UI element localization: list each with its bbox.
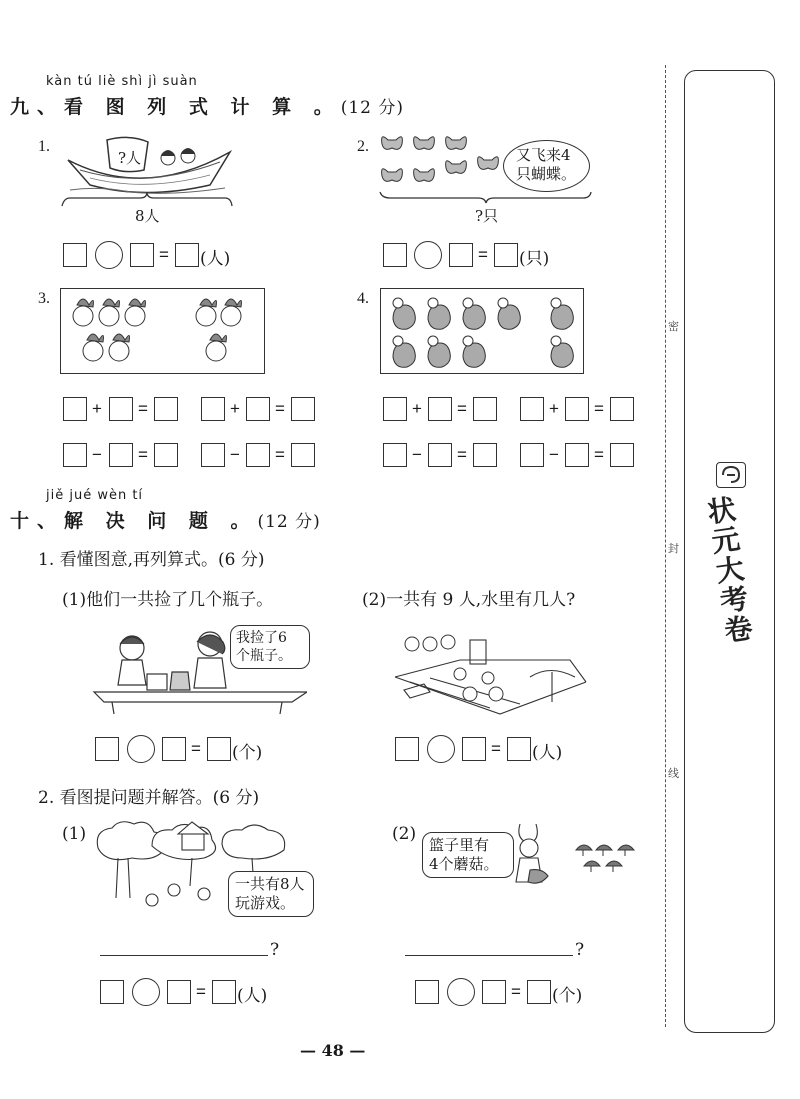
hens-illustration — [381, 289, 582, 372]
answer-box[interactable] — [246, 443, 270, 467]
bubble-line-1: 我捡了6 — [236, 630, 287, 646]
speech-bubble — [228, 871, 314, 917]
bubble-line-2: 只蝴蝶。 — [516, 165, 577, 183]
answer-box[interactable] — [212, 980, 236, 1004]
answer-box[interactable] — [130, 243, 154, 267]
bubble-line-2: 个瓶子。 — [236, 648, 292, 664]
equals-sign: = — [594, 399, 604, 418]
answer-box[interactable] — [507, 737, 531, 761]
answer-box[interactable] — [201, 397, 225, 421]
problem-1-number: 1. — [38, 138, 50, 155]
q2-sub1-label: (1) — [62, 824, 87, 844]
q1-sub1-label: (1)他们一共捡了几个瓶子。 — [62, 590, 274, 610]
rabbit-mushrooms-illustration — [512, 820, 647, 892]
butterflies-illustration — [378, 132, 503, 197]
answer-box[interactable] — [520, 443, 544, 467]
unit-label: (个) — [552, 986, 583, 1006]
section10-points: (12 分) — [257, 512, 321, 532]
q1-heading: 1. 看懂图意,再列算式。(6 分) — [38, 550, 265, 570]
answer-box[interactable] — [167, 980, 191, 1004]
equals-sign: = — [275, 399, 285, 418]
answer-box[interactable] — [527, 980, 551, 1004]
equals-sign: = — [159, 245, 169, 264]
radish-frame — [60, 288, 265, 374]
answer-box[interactable] — [494, 243, 518, 267]
hen-frame — [380, 288, 584, 374]
bubble-line-2: 玩游戏。 — [235, 894, 296, 912]
section9-pinyin: kàn tú liè shì jì suàn — [46, 74, 198, 89]
section10-pinyin: jiě jué wèn tí — [46, 488, 144, 503]
answer-box[interactable] — [462, 737, 486, 761]
question-mark: ? — [575, 940, 585, 960]
answer-box[interactable] — [154, 397, 178, 421]
equals-sign: = — [196, 982, 206, 1001]
bubble-line-1: 篮子里有 — [429, 836, 490, 854]
answer-box[interactable] — [162, 737, 186, 761]
unit-label: (人) — [237, 986, 268, 1006]
plus-sign: + — [549, 399, 559, 418]
speech-bubble — [503, 140, 590, 192]
operator-circle[interactable] — [132, 978, 160, 1006]
answer-box[interactable] — [100, 980, 124, 1004]
bubble-line-1: 一共有8人 — [235, 875, 305, 893]
answer-box[interactable] — [428, 443, 452, 467]
operator-circle[interactable] — [447, 978, 475, 1006]
q1-sub2-label: (2)一共有 9 人,水里有几人? — [362, 590, 576, 610]
page-number: — 48 — — [300, 1041, 366, 1060]
answer-box[interactable] — [383, 443, 407, 467]
answer-box[interactable] — [473, 397, 497, 421]
bubble-line-1: 又飞来4 — [516, 146, 571, 164]
plus-sign: + — [230, 399, 240, 418]
brand-name: 状元大考卷 — [701, 493, 756, 647]
answer-box[interactable] — [565, 397, 589, 421]
brand-logo-icon — [716, 462, 746, 488]
binding-mark-mi: 密 — [668, 320, 679, 333]
plus-sign: + — [92, 399, 102, 418]
problem-2-brace-label: ?只 — [475, 207, 499, 225]
section10-title — [10, 506, 321, 533]
answer-box[interactable] — [63, 243, 87, 267]
equals-sign: = — [491, 739, 501, 758]
section9-points: (12 分) — [340, 98, 405, 118]
answer-box[interactable] — [415, 980, 439, 1004]
bubble-line-2: 4个蘑菇。 — [429, 855, 499, 873]
unit-label: (个) — [232, 743, 263, 763]
operator-circle[interactable] — [95, 241, 123, 269]
answer-box[interactable] — [109, 397, 133, 421]
radishes-illustration — [61, 289, 263, 372]
equals-sign: = — [511, 982, 521, 1001]
problem-2-number: 2. — [357, 138, 369, 155]
equals-sign: = — [478, 245, 488, 264]
minus-sign: − — [412, 445, 422, 464]
section9-title-text: 九、看 图 列 式 计 算 。 — [10, 96, 341, 118]
equals-sign: = — [457, 445, 467, 464]
answer-box[interactable] — [473, 443, 497, 467]
answer-box[interactable] — [482, 980, 506, 1004]
brace — [378, 190, 593, 204]
unit-label: (人) — [532, 743, 563, 763]
answer-box[interactable] — [246, 397, 270, 421]
equals-sign: = — [191, 739, 201, 758]
binding-mark-feng: 封 — [668, 542, 679, 555]
pool-illustration — [390, 622, 590, 717]
answer-box[interactable] — [201, 443, 225, 467]
minus-sign: − — [92, 445, 102, 464]
unit-label: (只) — [519, 249, 550, 269]
operator-circle[interactable] — [427, 735, 455, 763]
section9-title — [10, 92, 404, 119]
speech-bubble — [422, 832, 514, 878]
answer-box[interactable] — [291, 397, 315, 421]
equals-sign: = — [138, 399, 148, 418]
q2-heading: 2. 看图提问题并解答。(6 分) — [38, 788, 260, 808]
problem-3-number: 3. — [38, 290, 50, 307]
binding-mark-xian: 线 — [668, 767, 679, 780]
equals-sign: = — [138, 445, 148, 464]
unit-label: (人) — [200, 249, 231, 269]
answer-box[interactable] — [207, 737, 231, 761]
answer-box[interactable] — [154, 443, 178, 467]
section10-title-text: 十、解 决 问 题 。 — [10, 510, 258, 532]
boat-sign-text: ?人 — [118, 149, 142, 167]
answer-box[interactable] — [175, 243, 199, 267]
answer-box[interactable] — [565, 443, 589, 467]
minus-sign: − — [549, 445, 559, 464]
operator-circle[interactable] — [414, 241, 442, 269]
answer-box[interactable] — [63, 443, 87, 467]
answer-box[interactable] — [383, 397, 407, 421]
speech-bubble — [230, 625, 310, 669]
problem-4-number: 4. — [357, 290, 369, 307]
answer-box[interactable] — [610, 397, 634, 421]
question-blank-line[interactable] — [100, 955, 268, 956]
equals-sign: = — [457, 399, 467, 418]
answer-box[interactable] — [520, 397, 544, 421]
answer-box[interactable] — [449, 243, 473, 267]
problem-1-brace-label: 8人 — [135, 207, 160, 225]
minus-sign: − — [230, 445, 240, 464]
operator-circle[interactable] — [127, 735, 155, 763]
answer-box[interactable] — [109, 443, 133, 467]
answer-box[interactable] — [395, 737, 419, 761]
q2-sub2-label: (2) — [392, 824, 417, 844]
answer-box[interactable] — [610, 443, 634, 467]
binding-dashed-line — [665, 65, 666, 1027]
answer-box[interactable] — [428, 397, 452, 421]
answer-box[interactable] — [95, 737, 119, 761]
plus-sign: + — [412, 399, 422, 418]
equals-sign: = — [275, 445, 285, 464]
answer-box[interactable] — [63, 397, 87, 421]
answer-box[interactable] — [291, 443, 315, 467]
question-mark: ? — [270, 940, 280, 960]
answer-box[interactable] — [383, 243, 407, 267]
question-blank-line[interactable] — [405, 955, 573, 956]
equals-sign: = — [594, 445, 604, 464]
